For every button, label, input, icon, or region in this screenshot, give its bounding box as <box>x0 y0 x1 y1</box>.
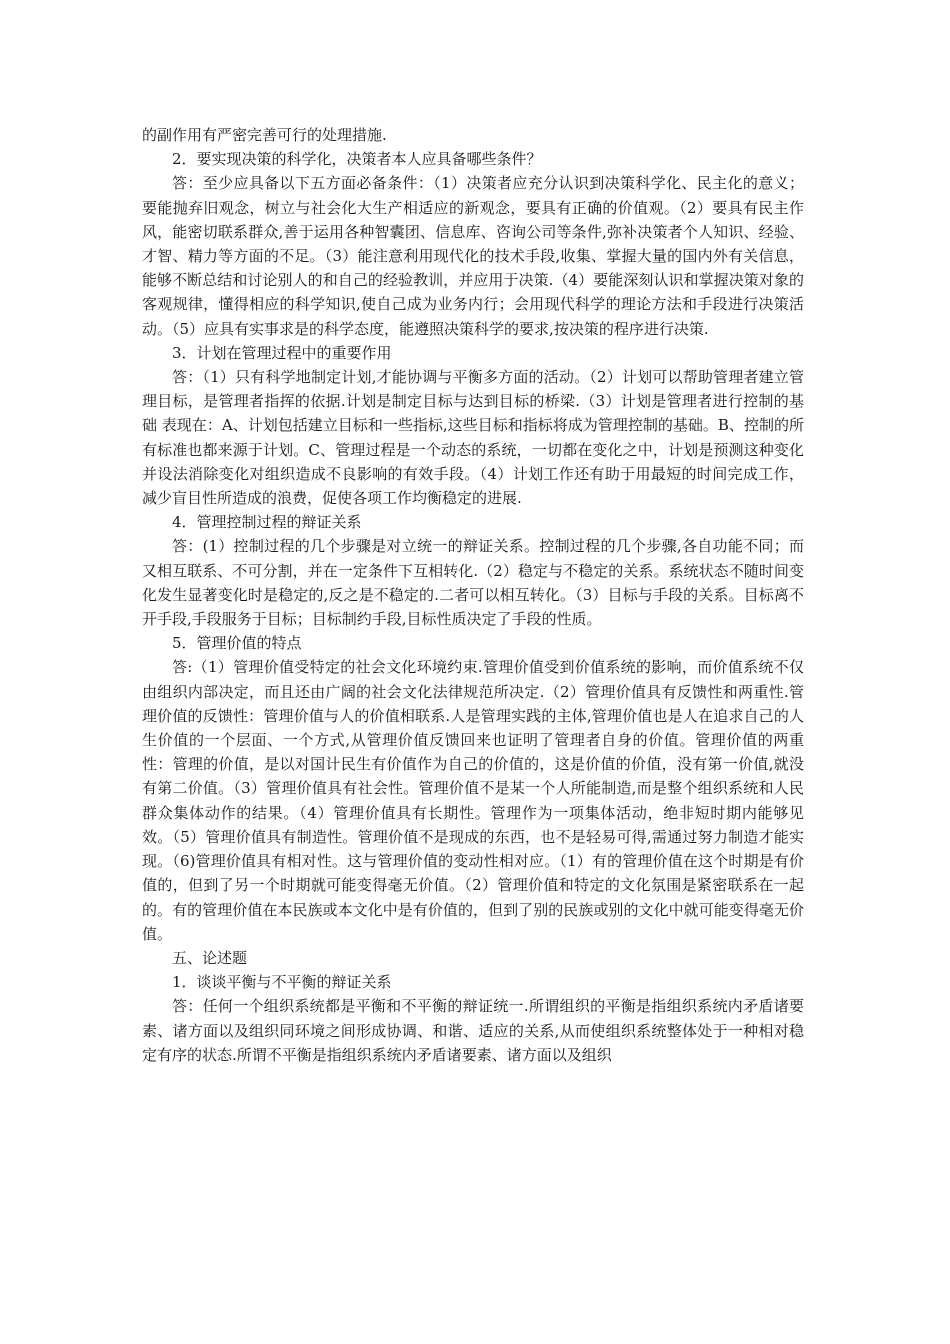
question-heading: 2．要实现决策的科学化，决策者本人应具备哪些条件？ <box>172 150 542 169</box>
document-page <box>142 123 804 1067</box>
answer-paragraph: 答：至少应具备以下五方面必备条件：（1）决策者应充分认识到决策科学化、民主化的意义；要能抛弃旧观念，树立与社会化大生产相适应的新观念，要具有正确的价值观。（2）要具有民主作风，能密切联系群众,善于运用各种智囊团、信息库、咨询公司等条件,弥补决策者个人知识、经验、才智、精力等方面的不足。（3）能注意利用现代化的技术手段,收集、掌握大量的国内外有关信息，能够不断总结和讨论别人的和自己的经验教训，并应用于决策.（4）要能深刻认识和掌握决策对象的客观规律，懂得相应的科学知识,使自己成为业务内行；会用现代科学的理论方法和手段进行决策活动。（5）应具有实事求是的科学态度，能遵照决策科学的要求,按决策的程序进行决策. <box>142 174 804 338</box>
answer-paragraph: 答：（1）只有科学地制定计划,才能协调与平衡多方面的活动。（2）计划可以帮助管理者建立管理目标，是管理者指挥的依据.计划是制定目标与达到目标的桥梁.（3）计划是管理者进行控制的基础 表现在：A、计划包括建立目标和一些指标,这些目标和指标将成为管理控制的基础。B、控制的所有标准也都来源于计划。C、管理过程是一个动态的系统，一切都在变化之中，计划是预测这种变化并设法消除变化对组织造成不良影响的有效手段。（4）计划工作还有助于用最短的时间完成工作，减少盲目性所造成的浪费，促使各项工作均衡稳定的进展. <box>142 368 804 508</box>
answer-paragraph: 答:（1）管理价值受特定的社会文化环境约束.管理价值受到价值系统的影响，而价值系统不仅由组织内部决定，而且还由广阔的社会文化法律规范所决定.（2）管理价值具有反馈性和两重性.管理价值的反馈性：管理价值与人的价值相联系.人是管理实践的主体,管理价值也是人在追求自己的人生价值的一个层面、一个方式,从管理价值反馈回来也证明了管理者自身的价值。管理价值的两重性：管理的价值，是以对国计民生有价值作为自己的价值的，这是价值的价值，没有第一价值,就没有第二价值。（3）管理价值具有社会性。管理价值不是某一个人所能制造,而是整个组织系统和人民群众集体动作的结果。（4）管理价值具有长期性。管理作为一项集体活动，绝非短时期内能够见效。（5）管理价值具有制造性。管理价值不是现成的东西，也不是轻易可得,需通过努力制造才能实现。（6)管理价值具有相对性。这与管理价值的变动性相对应。（1）有的管理价值在这个时期是有价值的，但到了另一个时期就可能变得毫无价值。（2）管理价值和特定的文化氛围是紧密联系在一起的。有的管理价值在本民族或本文化中是有价值的，但到了别的民族或别的文化中就可能变得毫无价值。 <box>142 658 804 943</box>
answer-paragraph: 答：(1）控制过程的几个步骤是对立统一的辩证关系。控制过程的几个步骤,各自功能不同；而又相互联系、不可分割，并在一定条件下互相转化.（2）稳定与不稳定的关系。系统状态不随时间变化发生显著变化时是稳定的,反之是不稳定的.二者可以相互转化。（3）目标与手段的关系。目标离不开手段,手段服务于目标；目标制约手段,目标性质决定了手段的性质。 <box>142 537 804 629</box>
answer-paragraph: 答：任何一个组织系统都是平衡和不平衡的辩证统一.所谓组织的平衡是指组织系统内矛盾诸要素、诸方面以及组织同环境之间形成协调、和谐、适应的关系,从而使组织系统整体处于一种相对稳定有序的状态.所谓不平衡是指组织系统内矛盾诸要素、诸方面以及组织 <box>142 997 804 1064</box>
question-heading: 3．计划在管理过程中的重要作用 <box>172 343 392 362</box>
question-heading: 4．管理控制过程的辩证关系 <box>172 513 362 532</box>
paragraph: 的副作用有严密完善可行的处理措施. <box>142 126 387 144</box>
question-heading: 5．管理价值的特点 <box>172 634 302 653</box>
question-heading: 1．谈谈平衡与不平衡的辩证关系 <box>172 973 392 992</box>
section-heading: 五、论述题 <box>172 948 248 967</box>
